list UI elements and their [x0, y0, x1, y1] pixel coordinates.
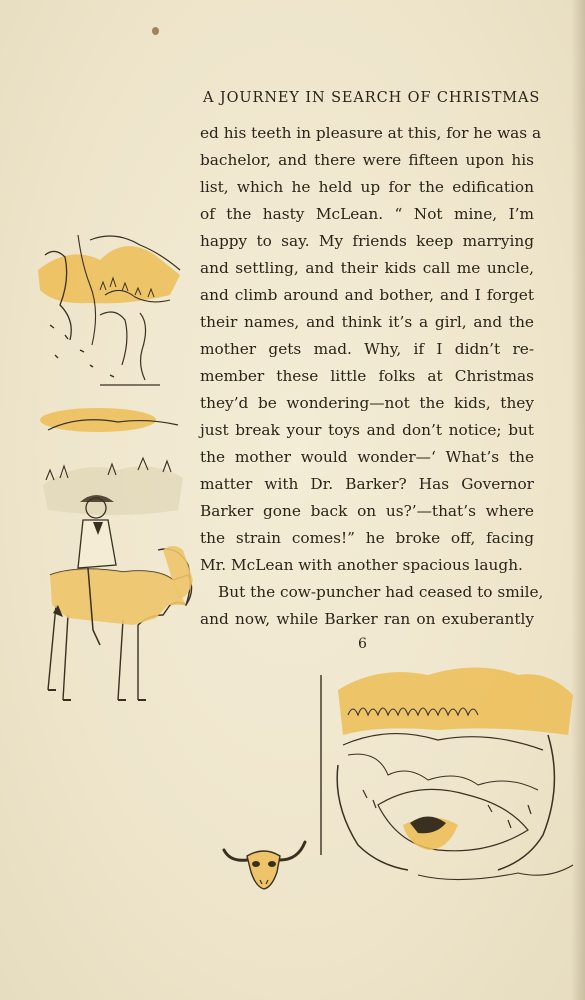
text-line: they’d be wondering—not the kids, they [200, 394, 534, 412]
text-line: ed his teeth in pleasure at this, for he was a [200, 124, 542, 142]
text-line: Mr. McLean with another spacious laugh. [200, 556, 523, 574]
running-head: A JOURNEY IN SEARCH OF CHRISTMAS [203, 90, 541, 106]
text-line: list, which he held up for the edification [200, 178, 534, 196]
text-line: member these little folks at Christmas [200, 367, 534, 385]
text-line: bachelor, and there were fifteen upon his [200, 151, 534, 169]
text-line: their names, and think it’s a girl, and the [200, 313, 534, 331]
paper-speck [152, 27, 159, 35]
text-line: and climb around and bother, and I forget [200, 286, 534, 304]
text-line: matter with Dr. Barker? Has Governor [200, 475, 534, 493]
text-line: But the cow-puncher had ceased to smile, [218, 583, 544, 601]
body-text [200, 120, 544, 633]
cowboy-on-horse-illustration [38, 400, 198, 725]
text-line: just break your toys and don’t notice; but [200, 421, 534, 439]
landscape-sketch-illustration [30, 225, 195, 395]
text-line: of the hasty McLean. “ Not mine, I’m [200, 205, 534, 223]
text-line: happy to say. My friends keep marrying [200, 232, 534, 250]
text-line: the strain comes!” he broke off, facing [200, 529, 534, 547]
text-line: the mother would wonder—‘ What’s the [200, 448, 534, 466]
text-line: and now, while Barker ran on exuberantly [200, 610, 534, 628]
canyon-landscape-illustration [318, 655, 578, 895]
text-line: Barker gone back on us?’—that’s where [200, 502, 534, 520]
text-line: and settling, and their kids call me uncle, [200, 259, 534, 277]
text-line: mother gets mad. Why, if I didn’t re- [200, 340, 534, 358]
steer-skull-illustration [222, 832, 307, 892]
page-number: 6 [358, 636, 367, 652]
